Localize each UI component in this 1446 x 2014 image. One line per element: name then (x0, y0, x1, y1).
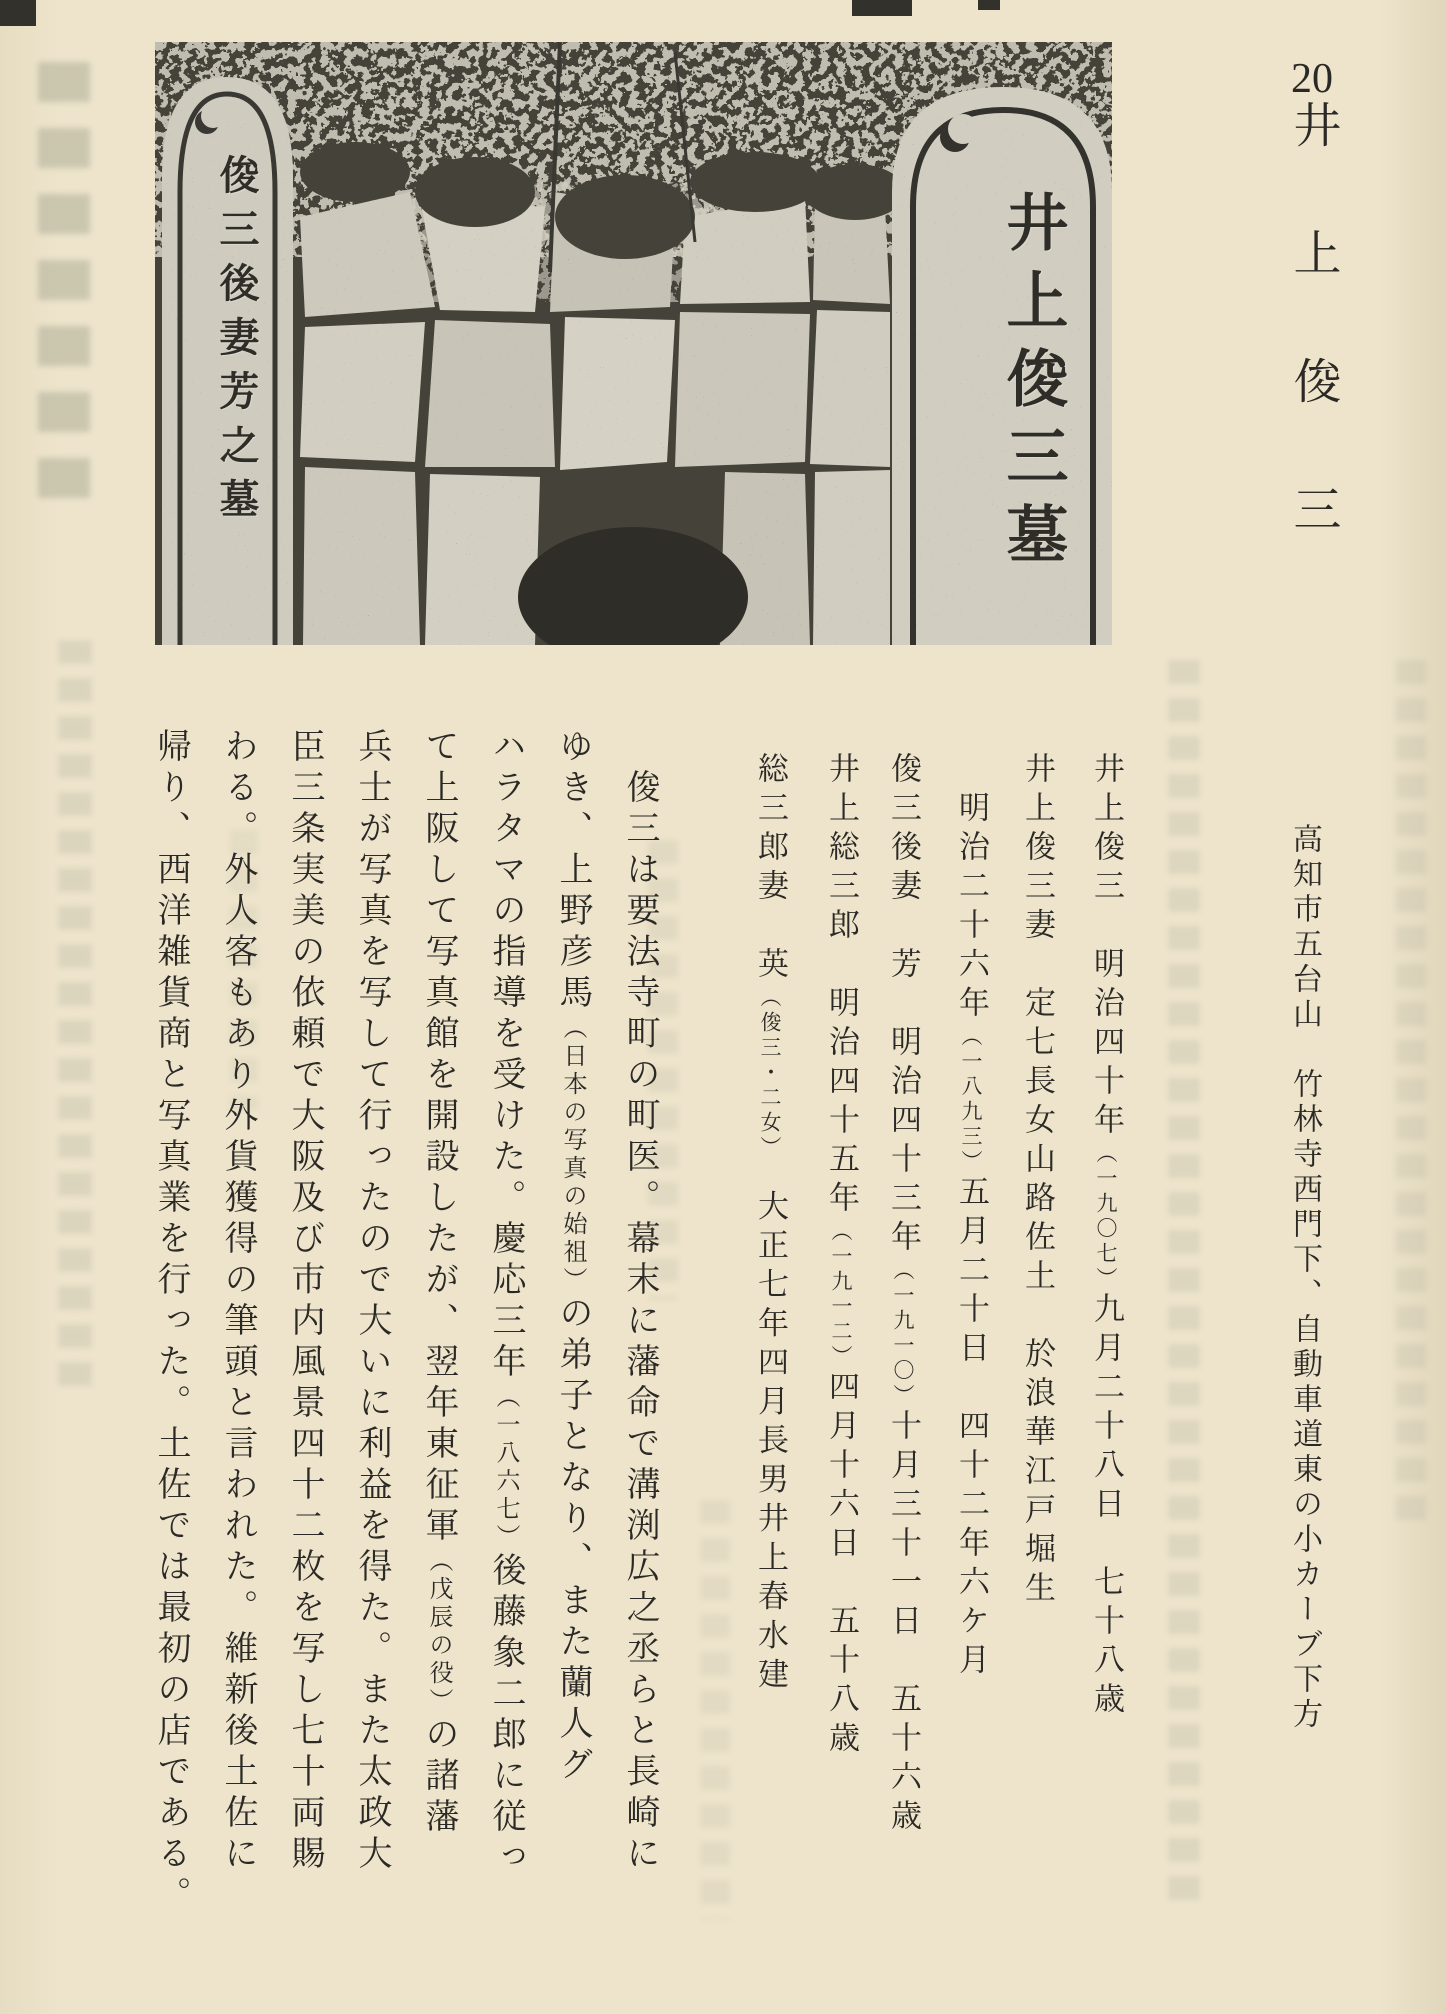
grave-location-note: 高知市五台山 竹林寺西門下、自動車道東の小カーブ下方 (1288, 823, 1321, 1733)
inline-note: （一八九三） (959, 1025, 983, 1175)
gravestone-photo (155, 42, 1112, 645)
inline-note: （戊辰の役） (425, 1548, 451, 1716)
text-segment: て上阪して写真館を開設したが、翌年東征軍 (420, 728, 457, 1548)
biography-column (153, 728, 187, 1917)
left-stone-inscription: 俊三後妻芳之墓 (214, 154, 259, 532)
text-segment: 後藤象二郎に従っ (487, 1552, 524, 1880)
inline-note: （一九一〇） (891, 1259, 915, 1409)
right-stone-inscription: 井上俊三墓 (997, 190, 1065, 580)
grave-record-column (888, 752, 919, 1838)
biography-column (488, 728, 522, 1880)
text-segment: の弟子となり、また蘭人グ (554, 1295, 591, 1787)
inline-note: （一八六七） (492, 1384, 518, 1552)
text-segment: 大正七年四月長男井上春水建 (753, 1150, 788, 1697)
bleedthrough-ghost (38, 62, 90, 512)
gravestone-photo-art (155, 42, 1112, 645)
text-segment: ゆき、上野彦馬 (554, 728, 591, 1015)
scan-artifact (0, 0, 36, 26)
text-segment: の諸藩 (420, 1716, 457, 1839)
text-segment: 明治二十六年 (954, 791, 989, 1025)
text-segment: 九月二十八日 七十八歳 (1089, 1292, 1124, 1721)
text-segment: 総三郎妻 英 (753, 752, 788, 986)
grave-record-column (956, 752, 987, 1682)
text-segment: 臣三条実美の依頼で大阪及び市内風景四十二枚を写し七十両賜 (286, 728, 323, 1876)
inline-note: （俊三・二女） (758, 986, 782, 1151)
grave-record-column (1091, 752, 1122, 1721)
biography-column (555, 728, 589, 1787)
inline-note: （日本の写真の始祖） (559, 1015, 585, 1295)
text-segment: 五月二十日 四十二年六ケ月 (954, 1175, 989, 1682)
text-segment: 井上俊三妻 定七長女山路佐土 於浪華江戸堀生 (1020, 752, 1055, 1610)
scan-artifact (852, 0, 912, 16)
biography-column (622, 728, 656, 1876)
text-segment: 井上総三郎 明治四十五年 (824, 752, 859, 1220)
biography-column (354, 728, 388, 1876)
bleedthrough-ghost (700, 1500, 730, 1920)
text-segment: 俊三は要法寺町の町医。幕末に藩命で溝渕広之丞らと長崎に (621, 769, 658, 1876)
text-segment: ハラタマの指導を受けた。慶応三年 (487, 728, 524, 1384)
text-segment: わる。外人客もあり外貨獲得の筆頭と言われた。維新後土佐に (219, 728, 256, 1876)
biography-column (220, 728, 254, 1876)
bleedthrough-ghost (58, 640, 92, 1400)
entry-header (1286, 58, 1339, 612)
inline-note: （一九一二） (829, 1220, 853, 1370)
biography-column (421, 728, 455, 1839)
biography-column (287, 728, 321, 1876)
text-segment: 俊三後妻 芳 明治四十三年 (886, 752, 921, 1259)
bleedthrough-ghost (1168, 660, 1200, 1900)
text-segment: 十月三十一日 五十六歳 (886, 1409, 921, 1838)
grave-record-column (1022, 752, 1053, 1610)
entry-name: 井上俊三 (1286, 100, 1339, 612)
scan-artifact (978, 0, 1000, 10)
bleedthrough-ghost (1396, 660, 1426, 1520)
text-segment: 帰り、西洋雑貨商と写真業を行った。土佐では最初の店である。 (152, 728, 189, 1917)
text-segment: 兵士が写真を写して行ったので大いに利益を得た。また太政大 (353, 728, 390, 1876)
text-segment: 井上俊三 明治四十年 (1089, 752, 1124, 1142)
entry-number: 20 (1291, 58, 1333, 100)
grave-record-column (755, 752, 786, 1697)
inline-note: （一九〇七） (1094, 1142, 1118, 1292)
grave-record-column (826, 752, 857, 1760)
text-segment: 四月十六日 五十八歳 (824, 1370, 859, 1760)
